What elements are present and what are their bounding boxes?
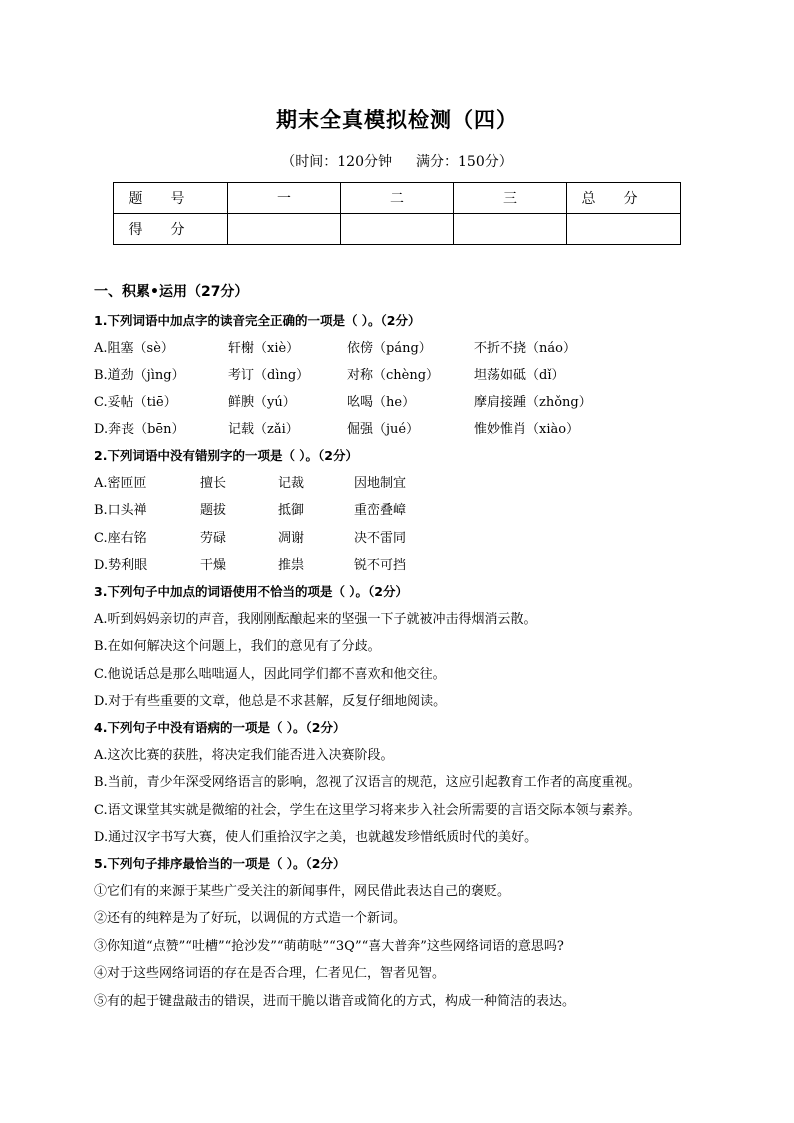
q1-c-2: 鲜腴（yú） <box>228 395 296 410</box>
q1-c-3: 吆喝（he） <box>347 395 416 410</box>
q1-b-4: 坦荡如砥（dǐ） <box>474 368 565 383</box>
q2-a-3: 记裁 <box>278 476 305 491</box>
q2-b-4: 重峦叠嶂 <box>354 503 407 518</box>
score-table <box>113 182 681 245</box>
q2-a-1: A.密匝匝 <box>94 476 147 491</box>
q4-option-b: B.当前，青少年深受网络语言的影响，忽视了汉语言的规范，这应引起教育工作者的高度重视。 <box>94 775 641 790</box>
col-1-header: 一 <box>228 183 341 214</box>
q1-c-4: 摩肩接踵（zhǒng） <box>474 395 592 410</box>
q1-d-1: D.奔丧（bēn） <box>94 422 185 437</box>
score-table-score-row <box>114 214 681 245</box>
q1-a-2: 轩榭（xiè） <box>228 341 300 356</box>
score-label: 得分 <box>114 214 228 245</box>
q1-a-3: 依傍（páng） <box>347 341 432 356</box>
question-3-stem: 3.下列句子中加点的词语使用不恰当的项是（ ）。（2分） <box>94 584 408 599</box>
score-cell-3[interactable] <box>454 214 567 245</box>
q2-c-2: 劳碌 <box>200 531 227 546</box>
section-heading: 一、积累•运用（27分） <box>94 284 249 300</box>
q5-sentence-1: ①它们有的来源于某些广受关注的新闻事件，网民借此表达自己的褒贬。 <box>94 884 511 899</box>
q2-d-2: 干燥 <box>200 558 227 573</box>
q1-b-3: 对称（chèng） <box>347 368 440 383</box>
score-cell-2[interactable] <box>341 214 454 245</box>
q2-a-2: 擅长 <box>200 476 227 491</box>
q2-d-1: D.势利眼 <box>94 558 148 573</box>
q5-sentence-3: ③你知道“点赞”“吐槽”“抢沙发”“萌萌哒”“3Q”“喜大普奔”这些网络词语的意思吗? <box>94 939 564 954</box>
q2-c-3: 凋谢 <box>278 531 305 546</box>
q2-a-4: 因地制宜 <box>354 476 407 491</box>
full-score: 满分：150分） <box>416 154 513 170</box>
q1-b-2: 考订（dìng） <box>228 368 310 383</box>
page-title: 期末全真模拟检测（四） <box>276 108 518 132</box>
q2-b-2: 题拔 <box>200 503 227 518</box>
q2-d-3: 推祟 <box>278 558 305 573</box>
q1-a-4: 不折不挠（náo） <box>474 341 576 356</box>
col-3-header: 三 <box>454 183 567 214</box>
q2-b-1: B.口头禅 <box>94 503 147 518</box>
q1-d-2: 记载（zǎi） <box>228 422 299 437</box>
q4-option-c: C.语文课堂其实就是微缩的社会，学生在这里学习将来步入社会所需要的言语交际本领与素养。 <box>94 803 641 818</box>
q2-b-3: 抵御 <box>278 503 305 518</box>
q3-option-a: A.听到妈妈亲切的声音，我刚刚酝酿起来的坚强一下子就被冲击得烟消云散。 <box>94 612 537 627</box>
q4-option-a: A.这次比赛的获胜，将决定我们能否进入决赛阶段。 <box>94 748 394 763</box>
question-1-stem: 1.下列词语中加点字的读音完全正确的一项是（ ）。（2分） <box>94 313 421 328</box>
q3-option-b: B.在如何解决这个问题上，我们的意见有了分歧。 <box>94 639 381 654</box>
question-5-stem: 5.下列句子排序最恰当的一项是（ ）。（2分） <box>94 856 346 871</box>
q1-b-1: B.道劲（jìng） <box>94 368 185 383</box>
q2-c-4: 决不雷同 <box>354 531 407 546</box>
exam-info <box>0 151 794 171</box>
q1-a-1: A.阻塞（sè） <box>94 341 174 356</box>
time-limit: （时间：120分钟 <box>281 154 392 170</box>
q1-d-3: 倔强（jué） <box>347 422 420 437</box>
score-table-header-row <box>114 183 681 214</box>
q1-c-1: C.妥帖（tiē） <box>94 395 177 410</box>
q2-c-1: C.座右铭 <box>94 531 147 546</box>
score-cell-1[interactable] <box>228 214 341 245</box>
col-2-header: 二 <box>341 183 454 214</box>
q4-option-d: D.通过汉字书写大赛，使人们重拾汉字之美，也就越发珍惜纸质时代的美好。 <box>94 830 538 845</box>
score-cell-total[interactable] <box>567 214 681 245</box>
q3-option-d: D.对于有些重要的文章，他总是不求甚解，反复仔细地阅读。 <box>94 694 447 709</box>
q5-sentence-5: ⑤有的起于键盘敲击的错误，进而干脆以谐音或简化的方式，构成一种简洁的表达。 <box>94 994 576 1009</box>
total-label: 总分 <box>567 183 681 214</box>
q3-option-c: C.他说话总是那么咄咄逼人，因此同学们都不喜欢和他交往。 <box>94 667 446 682</box>
q5-sentence-4: ④对于这些网络词语的存在是否合理，仁者见仁，智者见智。 <box>94 966 446 981</box>
q2-d-4: 锐不可挡 <box>354 558 407 573</box>
question-2-stem: 2.下列词语中没有错别字的一项是（ ）。（2分） <box>94 448 358 463</box>
q5-sentence-2: ②还有的纯粹是为了好玩，以调侃的方式造一个新词。 <box>94 911 407 926</box>
question-number-label: 题号 <box>114 183 228 214</box>
q1-d-4: 惟妙惟肖（xiào） <box>474 422 580 437</box>
question-4-stem: 4.下列句子中没有语病的一项是（ ）。（2分） <box>94 720 346 735</box>
